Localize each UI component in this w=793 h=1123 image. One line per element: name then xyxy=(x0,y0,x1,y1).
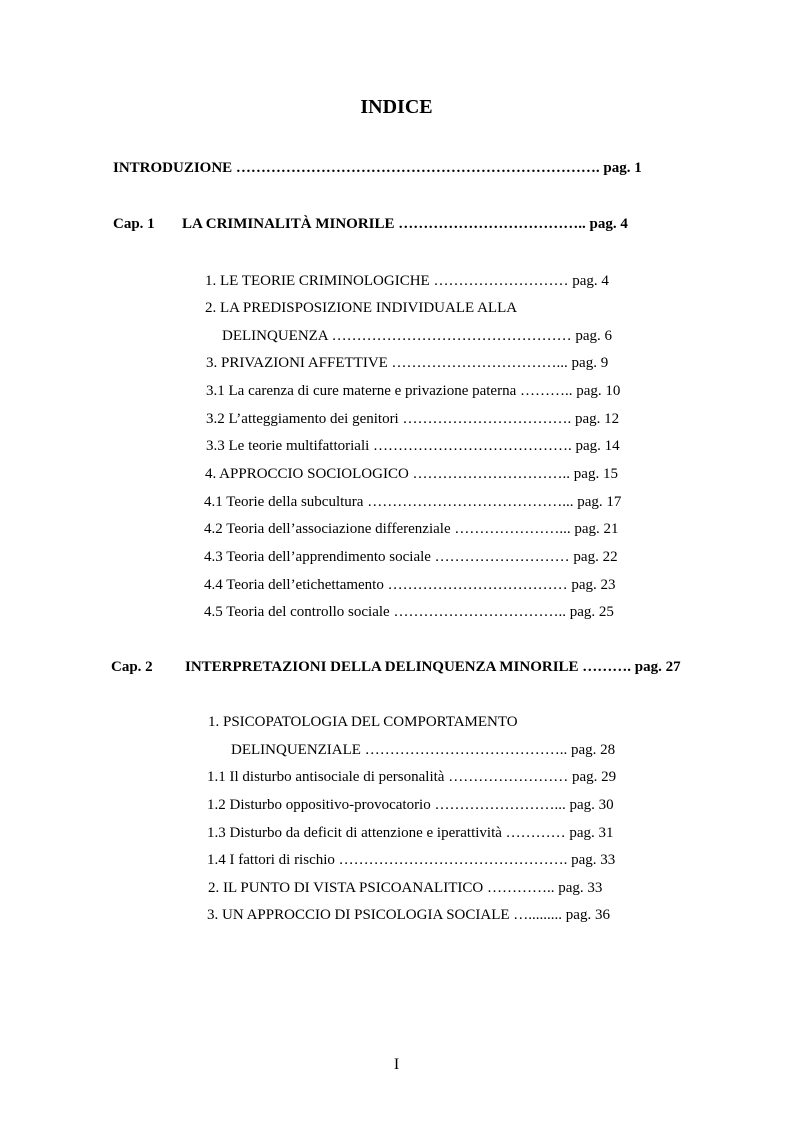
toc-entry: 3.1 La carenza di cure materne e privazione paterna ……….. pag. 10 xyxy=(206,383,621,399)
toc-entry: DELINQUENZIALE ………………………………….. pag. 28 xyxy=(231,742,616,758)
cap1-heading: LA CRIMINALITÀ MINORILE ……………………………….. pag. 4 xyxy=(182,216,628,232)
toc-entry: 4.3 Teoria dell’apprendimento sociale ……………………… pag. 22 xyxy=(204,549,618,565)
toc-entry: 4. APPROCCIO SOCIOLOGICO ………………………….. pag. 15 xyxy=(205,466,618,482)
toc-entry: 1.2 Disturbo oppositivo-provocatorio ……………………... pag. 30 xyxy=(207,797,614,813)
toc-entry: 3.2 L’atteggiamento dei genitori ……………………………. pag. 12 xyxy=(206,411,620,427)
toc-entry: 1. PSICOPATOLOGIA DEL COMPORTAMENTO xyxy=(208,714,518,730)
toc-entry: 3.3 Le teorie multifattoriali …………………………………. pag. 14 xyxy=(206,438,620,454)
toc-entry: 1.4 I fattori di rischio ………………………………………. pag. 33 xyxy=(207,852,616,868)
toc-introduzione: INTRODUZIONE ………………………………………………………………. pag. 1 xyxy=(113,160,642,176)
toc-entry: 4.5 Teoria del controllo sociale …………………………….. pag. 25 xyxy=(204,604,614,620)
toc-entry: 3. PRIVAZIONI AFFETTIVE ……………………………... pag. 9 xyxy=(206,355,609,371)
toc-entry: 3. UN APPROCCIO DI PSICOLOGIA SOCIALE …......... pag. 36 xyxy=(207,907,610,923)
page-number: I xyxy=(393,1056,400,1073)
toc-entry: 1.3 Disturbo da deficit di attenzione e iperattività ………… pag. 31 xyxy=(207,825,614,841)
toc-entry: 1.1 Il disturbo antisociale di personalità …………………… pag. 29 xyxy=(207,769,617,785)
toc-entry: 4.2 Teoria dell’associazione differenziale …………………... pag. 21 xyxy=(204,521,619,537)
toc-entry: DELINQUENZA ………………………………………… pag. 6 xyxy=(222,328,612,344)
toc-entry: 2. IL PUNTO DI VISTA PSICOANALITICO ………….. pag. 33 xyxy=(208,880,603,896)
toc-entry: 2. LA PREDISPOSIZIONE INDIVIDUALE ALLA xyxy=(205,300,518,316)
toc-entry: 4.4 Teoria dell’etichettamento ……………………………… pag. 23 xyxy=(204,577,616,593)
cap2-label: Cap. 2 xyxy=(111,659,153,675)
page-title: INDICE xyxy=(360,96,433,118)
cap1-label: Cap. 1 xyxy=(113,216,155,232)
cap2-heading: INTERPRETAZIONI DELLA DELINQUENZA MINORILE ………. pag. 27 xyxy=(185,659,681,675)
toc-entry: 1. LE TEORIE CRIMINOLOGICHE ……………………… pag. 4 xyxy=(205,273,609,289)
toc-entry: 4.1 Teorie della subcultura …………………………………... pag. 17 xyxy=(204,494,622,510)
